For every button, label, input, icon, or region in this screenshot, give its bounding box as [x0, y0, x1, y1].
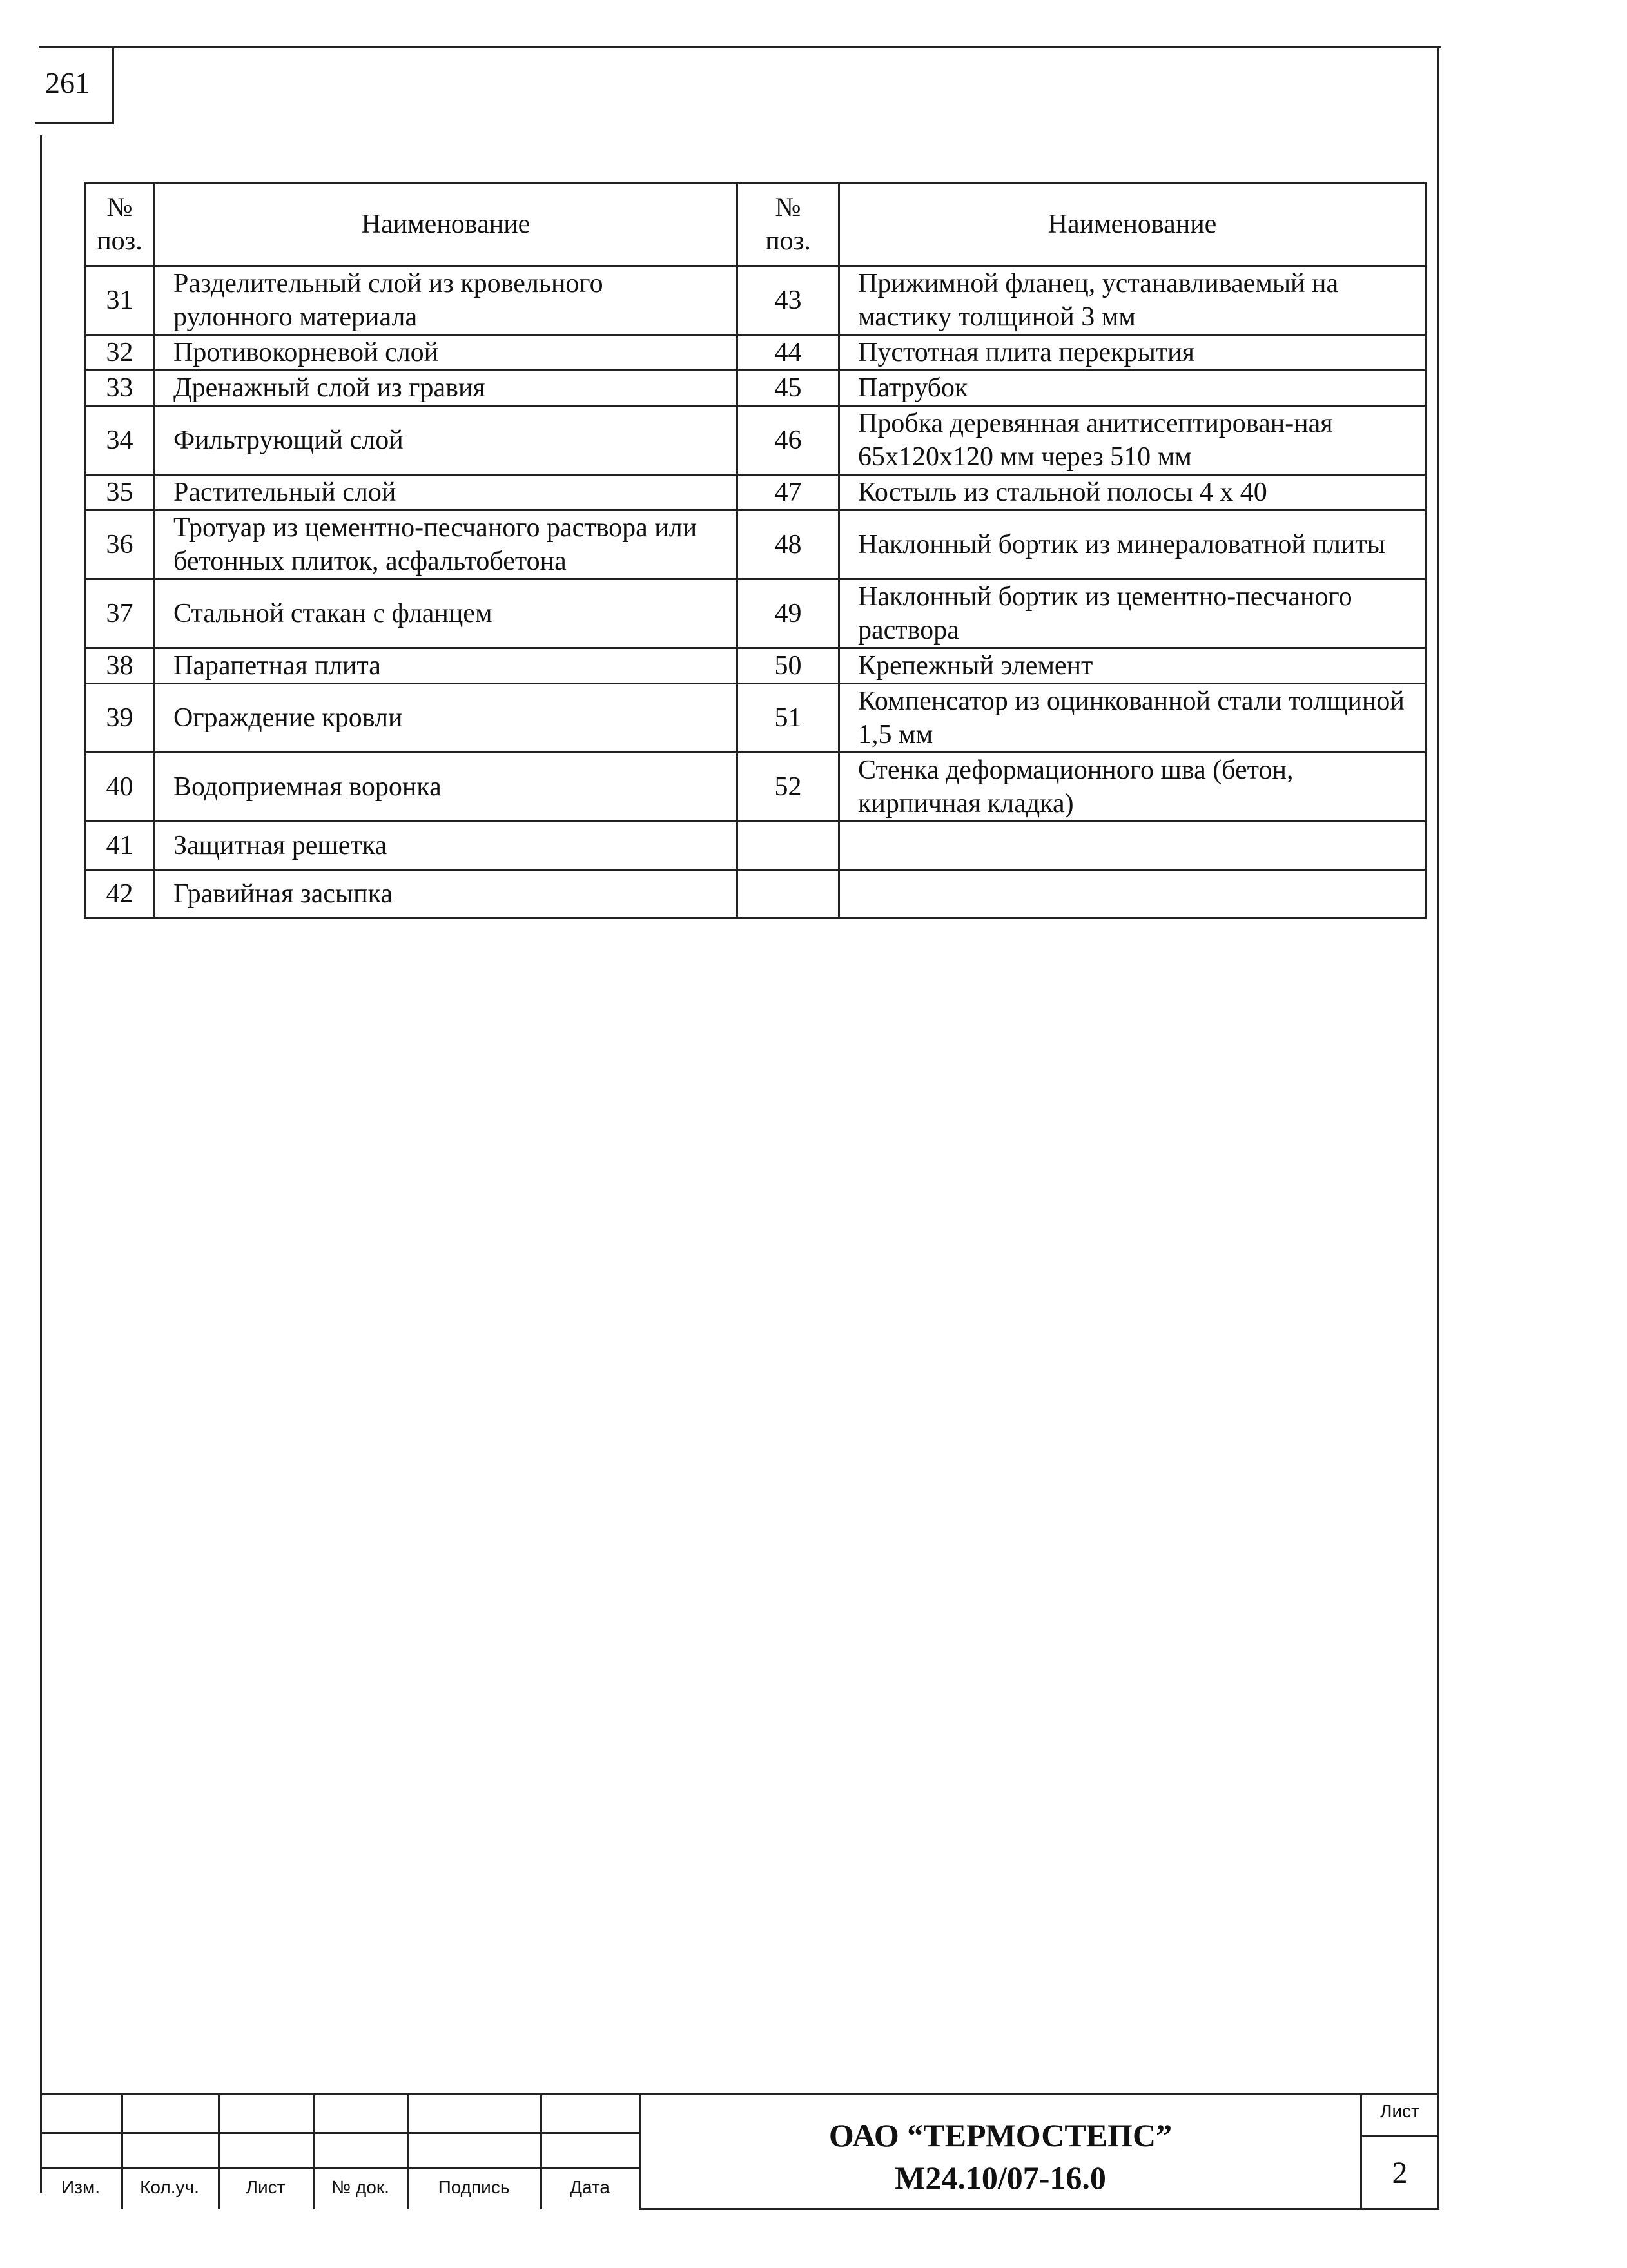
table-row [85, 822, 1426, 870]
right-pos-cell: 43 [737, 266, 839, 335]
frame-left-border [40, 135, 42, 2193]
left-name-cell: Тротуар из цементно-песчаного раствора или бетонных плиток, асфальтобетона [155, 510, 737, 579]
right-name-cell: Патрубок [839, 371, 1426, 406]
label-list: Лист [246, 2177, 286, 2197]
title-block-row-line [40, 2167, 639, 2169]
label-doc-no: № док. [331, 2177, 389, 2197]
left-pos-cell: 38 [85, 648, 155, 684]
right-name-cell: Прижимной фланец, устанавливаемый на мастику толщиной 3 мм [839, 266, 1426, 335]
document-title [646, 2114, 1355, 2199]
title-block-bottom-line [639, 2208, 1439, 2210]
label-kol-uch: Кол.уч. [140, 2177, 199, 2197]
left-name-cell: Растительный слой [155, 475, 737, 510]
table-header-row [85, 183, 1426, 266]
organization-name: ОАО “ТЕРМОСТЕПС” [828, 2117, 1173, 2153]
right-name-cell: Пустотная плита перекрытия [839, 335, 1426, 371]
sheet-number: 2 [1392, 2156, 1408, 2190]
right-pos-cell: 46 [737, 406, 839, 475]
left-pos-cell: 35 [85, 475, 155, 510]
right-pos-cell: 52 [737, 753, 839, 822]
page-number: 261 [45, 66, 90, 99]
right-pos-cell [737, 822, 839, 870]
sheet-label: Лист [1380, 2101, 1419, 2121]
frame-right-border [1437, 46, 1439, 2147]
right-name-cell: Компенсатор из оцинкованной стали толщиной 1,5 мм [839, 684, 1426, 753]
left-pos-cell: 32 [85, 335, 155, 371]
right-name-cell: Костыль из стальной полосы 4 х 40 [839, 475, 1426, 510]
right-name-cell: Пробка деревянная анитисептирован-ная 65х120х120 мм через 510 мм [839, 406, 1426, 475]
right-pos-cell [737, 870, 839, 918]
specification-table [84, 182, 1427, 919]
title-block-row-line [40, 2132, 639, 2134]
left-name-cell: Парапетная плита [155, 648, 737, 684]
right-pos-cell: 51 [737, 684, 839, 753]
left-pos-cell: 40 [85, 753, 155, 822]
left-name-cell: Фильтрующий слой [155, 406, 737, 475]
table-row [85, 475, 1426, 510]
left-pos-cell: 42 [85, 870, 155, 918]
document-code: М24.10/07-16.0 [895, 2160, 1106, 2196]
right-pos-cell: 50 [737, 648, 839, 684]
right-name-cell: Стенка деформационного шва (бетон, кирпичная кладка) [839, 753, 1426, 822]
right-name-cell: Крепежный элемент [839, 648, 1426, 684]
table-row [85, 266, 1426, 335]
table-row [85, 684, 1426, 753]
table-row [85, 870, 1426, 918]
left-name-cell: Ограждение кровли [155, 684, 737, 753]
table-row [85, 579, 1426, 648]
table-row [85, 406, 1426, 475]
header-name-left: Наименование [155, 183, 737, 266]
left-name-cell: Дренажный слой из гравия [155, 371, 737, 406]
right-pos-cell: 49 [737, 579, 839, 648]
right-pos-cell: 45 [737, 371, 839, 406]
title-block-col-line [639, 2093, 641, 2209]
left-pos-cell: 34 [85, 406, 155, 475]
title-block [40, 2093, 1439, 2209]
frame-top-border [39, 46, 1441, 48]
right-pos-cell: 47 [737, 475, 839, 510]
left-name-cell: Гравийная засыпка [155, 870, 737, 918]
right-name-cell: Наклонный бортик из цементно-песчаного раствора [839, 579, 1426, 648]
header-pos-right: № поз. [737, 183, 839, 266]
label-izm: Изм. [61, 2177, 100, 2197]
table-row [85, 510, 1426, 579]
right-name-cell: Наклонный бортик из минераловатной плиты [839, 510, 1426, 579]
header-name-right: Наименование [839, 183, 1426, 266]
label-date: Дата [569, 2177, 610, 2197]
left-name-cell: Водоприемная воронка [155, 753, 737, 822]
title-block-top-line [40, 2093, 1439, 2095]
left-name-cell: Противокорневой слой [155, 335, 737, 371]
right-pos-cell: 44 [737, 335, 839, 371]
left-pos-cell: 36 [85, 510, 155, 579]
header-pos-left: № поз. [85, 183, 155, 266]
right-pos-cell: 48 [737, 510, 839, 579]
left-name-cell: Защитная решетка [155, 822, 737, 870]
table-row [85, 371, 1426, 406]
left-pos-cell: 33 [85, 371, 155, 406]
table-row [85, 335, 1426, 371]
left-name-cell: Разделительный слой из кровельного рулонного материала [155, 266, 737, 335]
label-signature: Подпись [438, 2177, 510, 2197]
sheet-cell-line [1360, 2135, 1439, 2137]
left-pos-cell: 41 [85, 822, 155, 870]
left-pos-cell: 37 [85, 579, 155, 648]
table-row [85, 648, 1426, 684]
left-pos-cell: 39 [85, 684, 155, 753]
right-name-cell [839, 870, 1426, 918]
left-name-cell: Стальной стакан с фланцем [155, 579, 737, 648]
right-name-cell [839, 822, 1426, 870]
left-pos-cell: 31 [85, 266, 155, 335]
table-row [85, 753, 1426, 822]
